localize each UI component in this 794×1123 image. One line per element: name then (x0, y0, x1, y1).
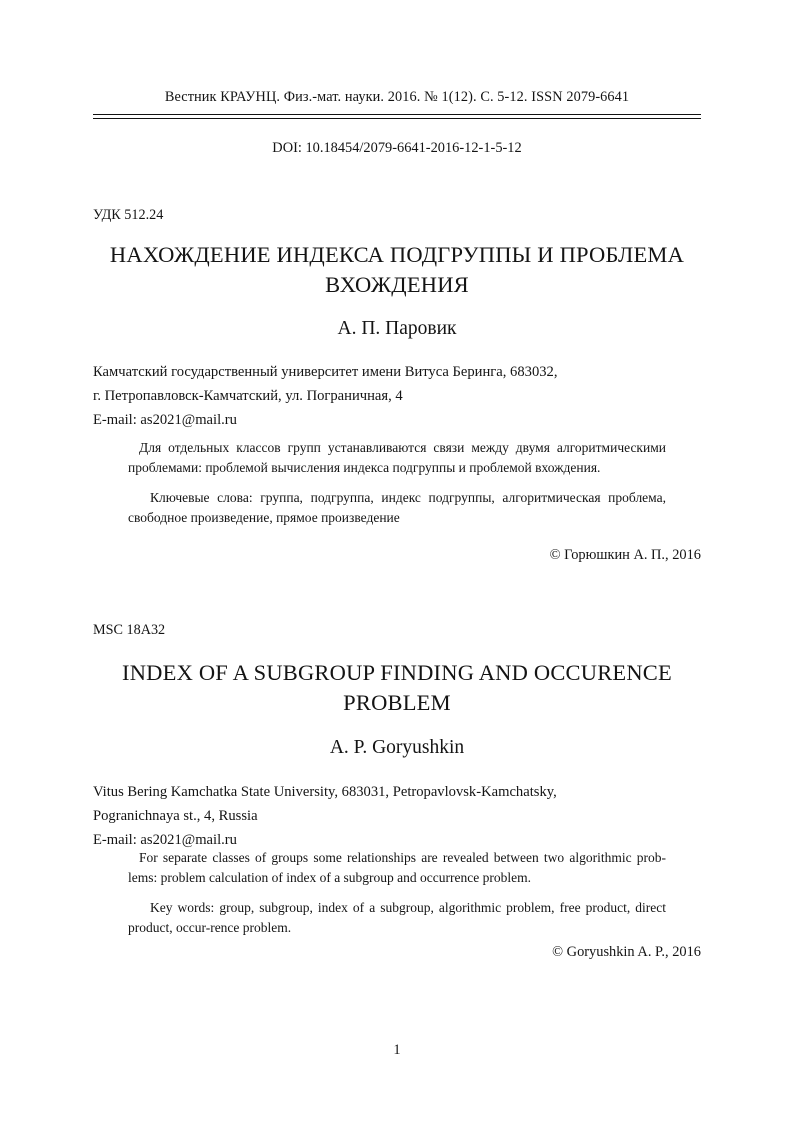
abstract-russian (128, 438, 666, 528)
page-number: 1 (393, 1042, 401, 1058)
author-english: A. P. Goryushkin (329, 737, 465, 758)
abstract-russian-text: Для отдельных классов групп устанавливаются связи между двумя алгоритмическими проблемами: проблемой вычисления индекса подгруппы и проблемой вхождения. (128, 440, 666, 475)
abstract-english-text: For separate classes of groups some relationships are revealed between two algorithmic prob-lems: problem calculation of index of a subgroup and occurrence problem. (128, 850, 666, 885)
abstract-english (128, 848, 666, 938)
title-english: INDEX OF A SUBGROUP FINDING AND OCCURENCE PROBLEM (122, 660, 672, 715)
msc-code: MSC 18A32 (93, 622, 166, 638)
affiliation-english-line-1: Vitus Bering Kamchatka State University, 683031, Petropavlovsk-Kamchatsky, (93, 784, 557, 800)
keywords-english: Key words: group, subgroup, index of a subgroup, algorithmic problem, free product, direct product, occur-rence problem. (128, 900, 666, 936)
email-english: E-mail: as2021@mail.ru (93, 831, 237, 848)
keywords-russian: Ключевые слова: группа, подгруппа, индекс подгруппы, алгоритмическая проблема, свободное произведение, прямое произведение (128, 490, 666, 526)
affiliation-english (93, 781, 708, 852)
author-russian: А. П. Паровик (337, 318, 457, 339)
affiliation-russian (93, 361, 708, 432)
header-rule-top (93, 114, 701, 115)
doi-line: DOI: 10.18454/2079-6641-2016-12-1-5-12 (272, 140, 522, 156)
title-russian: НАХОЖДЕНИЕ ИНДЕКСА ПОДГРУППЫ И ПРОБЛЕМА ВХОЖДЕНИЯ (109, 242, 685, 297)
header-double-rule (93, 114, 701, 119)
copyright-russian: © Горюшкин А. П., 2016 (549, 547, 701, 563)
affiliation-russian-line-1: Камчатский государственный университет имени Витуса Беринга, 683032, (93, 364, 558, 380)
udk-code: УДК 512.24 (93, 207, 164, 223)
header-rule-bottom (93, 118, 701, 119)
affiliation-english-line-2: Pogranichnaya st., 4, Russia (93, 807, 258, 824)
email-russian: E-mail: as2021@mail.ru (93, 411, 237, 428)
running-header: Вестник КРАУНЦ. Физ.-мат. науки. 2016. № 1(12). С. 5-12. ISSN 2079-6641 (164, 89, 630, 105)
affiliation-russian-line-2: г. Петропавловск-Камчатский, ул. Пограничная, 4 (93, 387, 403, 404)
copyright-english: © Goryushkin A. P., 2016 (552, 944, 701, 960)
